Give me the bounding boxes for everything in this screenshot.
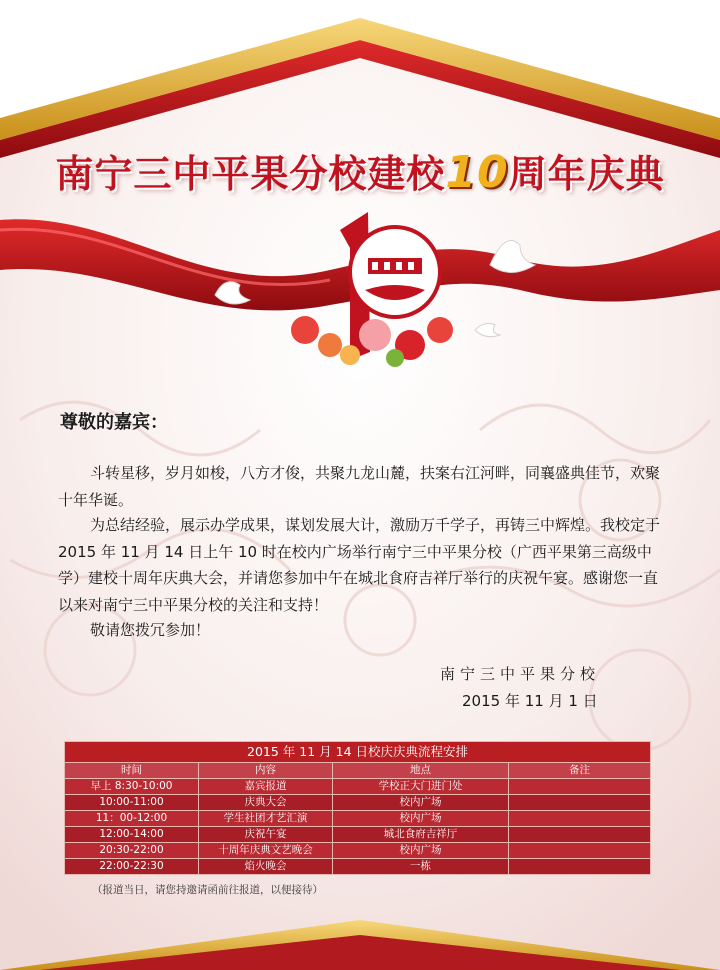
cell-content: 十周年庆典文艺晚会 <box>199 843 333 859</box>
cell-remarks <box>509 843 651 859</box>
signature-date: 2015 年 11 月 1 日 <box>462 692 598 710</box>
table-row <box>65 859 651 875</box>
cell-content: 焰火晚会 <box>199 859 333 875</box>
schedule-table <box>64 741 651 875</box>
table-row <box>65 779 651 795</box>
cell-remarks <box>509 795 651 811</box>
cell-location: 校内广场 <box>333 843 509 859</box>
schedule-header-row <box>65 763 651 779</box>
title-main: 南宁三中平果分校建校 <box>55 152 446 196</box>
footnote: （报道当日，请您持邀请函前往报道，以便接待） <box>92 884 323 896</box>
cell-content: 嘉宾报道 <box>199 779 333 795</box>
cell-location: 一栋 <box>333 859 509 875</box>
cell-remarks <box>509 859 651 875</box>
schedule-caption: 2015 年 11 月 14 日校庆庆典流程安排 <box>64 741 651 762</box>
greeting: 尊敬的嘉宾： <box>60 412 168 433</box>
cell-time: 12:00-14:00 <box>65 827 199 843</box>
cell-remarks <box>509 779 651 795</box>
title-number: 10 <box>445 147 509 198</box>
paragraph-3: 敬请您拨冗参加！ <box>90 621 211 639</box>
table-row <box>65 827 651 843</box>
cell-location: 校内广场 <box>333 795 509 811</box>
header-time: 时间 <box>65 763 199 779</box>
cell-time: 10:00-11:00 <box>65 795 199 811</box>
cell-time: 早上 8:30-10:00 <box>65 779 199 795</box>
paragraph-1: 斗转星移，岁月如梭，八方才俊，共聚九龙山麓，扶案右江河畔，同襄盛典佳节，欢聚十年华诞。 <box>58 464 661 509</box>
table-row <box>65 795 651 811</box>
cell-content: 庆典大会 <box>199 795 333 811</box>
cell-time: 20:30-22:00 <box>65 843 199 859</box>
cell-location: 学校正大门进门处 <box>333 779 509 795</box>
cell-remarks <box>509 827 651 843</box>
table-row <box>65 811 651 827</box>
paragraph-2: 为总结经验，展示办学成果，谋划发展大计，激励万千学子，再铸三中辉煌。我校定于 2015 年 11 月 14 日上午 10 时在校内广场举行南宁三中平果分校（广西平果第三高级中学）建校十周年庆典大会，并请您参加中午在城北食府吉祥厅举行的庆祝午宴。感谢您一直以来对南宁三中平果分校的关注和支持！ <box>58 516 661 614</box>
cell-content: 学生社团才艺汇演 <box>199 811 333 827</box>
header-remarks: 备注 <box>509 763 651 779</box>
cell-location: 城北食府吉祥厅 <box>333 827 509 843</box>
title-suffix: 周年庆典 <box>508 152 665 196</box>
cell-remarks <box>509 811 651 827</box>
cell-location: 校内广场 <box>333 811 509 827</box>
header-location: 地点 <box>333 763 509 779</box>
signature: 南宁三中平果分校 <box>440 665 601 683</box>
cell-time: 11：00-12:00 <box>65 811 199 827</box>
table-row <box>65 843 651 859</box>
page-title <box>0 143 720 198</box>
header-content: 内容 <box>199 763 333 779</box>
cell-time: 22:00-22:30 <box>65 859 199 875</box>
cell-content: 庆祝午宴 <box>199 827 333 843</box>
